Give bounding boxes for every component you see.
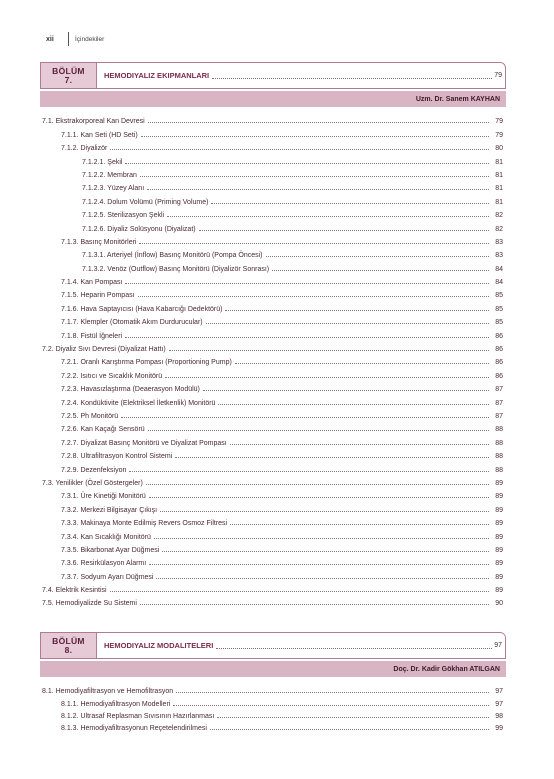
toc-entry-page: 88 bbox=[495, 453, 503, 461]
toc-entry-page: 89 bbox=[495, 533, 503, 541]
toc-entry-title: 8.1.1. Hemodiyafiltrasyon Modelleri bbox=[61, 700, 171, 708]
toc-entry[interactable] bbox=[42, 393, 503, 406]
toc-entry-page: 89 bbox=[495, 520, 503, 528]
toc-entry-title: 7.2.1. Oranlı Karıştırma Pompası (Proportioning Pump) bbox=[61, 359, 232, 367]
toc-entry-title: 7.2.5. Ph Monitörü bbox=[61, 412, 119, 420]
chapter-8-banner bbox=[40, 632, 506, 677]
dot-leader bbox=[212, 78, 492, 79]
chapter-page: 97 bbox=[494, 642, 502, 649]
dot-leader bbox=[175, 457, 489, 458]
toc-entry-page: 97 bbox=[495, 700, 503, 708]
dot-leader bbox=[160, 511, 489, 512]
dot-leader bbox=[167, 216, 489, 217]
dot-leader bbox=[121, 417, 489, 418]
toc-entry[interactable] bbox=[42, 554, 503, 567]
toc-entry-page: 85 bbox=[495, 292, 503, 300]
toc-entry[interactable] bbox=[42, 299, 503, 312]
toc-entry[interactable] bbox=[42, 139, 503, 152]
toc-entry[interactable] bbox=[42, 340, 503, 353]
toc-entry-title: 7.1.2.3. Yüzey Alanı bbox=[82, 185, 145, 193]
chapter-7-toc bbox=[42, 112, 503, 607]
toc-entry-page: 81 bbox=[495, 171, 503, 179]
dot-leader bbox=[146, 484, 489, 485]
dot-leader bbox=[216, 648, 492, 649]
toc-entry-title: 7.2.8. Ultrafiltrasyon Kontrol Sistemi bbox=[61, 453, 173, 461]
toc-entry[interactable] bbox=[42, 166, 503, 179]
toc-entry-title: 7.3.5. Bikarbonat Ayar Düğmesi bbox=[61, 546, 160, 554]
toc-entry-title: 7.3.4. Kan Sıcaklığı Monitörü bbox=[61, 533, 151, 541]
page-number: xii bbox=[46, 35, 54, 43]
toc-entry-title: 7.2.3. Havasızlaştırma (Deaerasyon Modülü) bbox=[61, 386, 200, 394]
toc-entry-page: 89 bbox=[495, 506, 503, 514]
toc-entry-page: 79 bbox=[495, 131, 503, 139]
toc-entry-page: 82 bbox=[495, 225, 503, 233]
dot-leader bbox=[125, 163, 489, 164]
toc-entry[interactable] bbox=[42, 380, 503, 393]
toc-entry-title: 8.1.3. Hemodiyafiltrasyonun Reçetelendirilmesi bbox=[61, 725, 207, 733]
toc-entry-title: 8.1.2. Ultrasaf Replasman Sıvısının Hazırlanması bbox=[61, 712, 215, 720]
dot-leader bbox=[154, 538, 489, 539]
dot-leader bbox=[140, 176, 489, 177]
toc-entry-page: 79 bbox=[495, 118, 503, 126]
chapter-number: 8. bbox=[64, 644, 73, 655]
dot-leader bbox=[138, 296, 489, 297]
toc-entry-page: 88 bbox=[495, 439, 503, 447]
toc-entry-page: 80 bbox=[495, 145, 503, 153]
toc-entry-page: 89 bbox=[495, 493, 503, 501]
toc-entry-title: 7.2. Diyaliz Sıvı Devresi (Diyalizat Hattı) bbox=[42, 346, 166, 354]
toc-entry-page: 87 bbox=[495, 399, 503, 407]
toc-entry-page: 86 bbox=[495, 372, 503, 380]
toc-entry-title: 7.5. Hemodiyalizde Su Sistemi bbox=[42, 600, 137, 608]
toc-entry-page: 89 bbox=[495, 560, 503, 568]
toc-entry-title: 7.1.3. Basınç Monitörleri bbox=[61, 238, 137, 246]
dot-leader bbox=[141, 136, 489, 137]
toc-entry-page: 86 bbox=[495, 332, 503, 340]
chapter-7-banner bbox=[40, 62, 506, 107]
toc-entry[interactable] bbox=[42, 112, 503, 125]
dot-leader bbox=[125, 337, 489, 338]
toc-entry-page: 86 bbox=[495, 346, 503, 354]
toc-entry[interactable] bbox=[42, 594, 503, 607]
chapter-author: Uzm. Dr. Sanem KAYHAN bbox=[40, 91, 506, 107]
toc-entry[interactable] bbox=[42, 273, 503, 286]
toc-entry-title: 7.1.5. Heparin Pompası bbox=[61, 292, 135, 300]
dot-leader bbox=[203, 390, 489, 391]
toc-entry-title: 7.4. Elektrik Kesintisi bbox=[42, 587, 107, 595]
toc-entry[interactable] bbox=[42, 326, 503, 339]
toc-entry-page: 81 bbox=[495, 158, 503, 166]
toc-entry-title: 7.1.3.1. Arteriyel (İnflow) Basınç Monitörü (Pompa Öncesi) bbox=[82, 252, 263, 260]
dot-leader bbox=[129, 471, 489, 472]
toc-entry-title: 7.1.2. Diyalizör bbox=[61, 145, 108, 153]
dot-leader bbox=[165, 377, 489, 378]
toc-entry-page: 84 bbox=[495, 265, 503, 273]
toc-entry-page: 89 bbox=[495, 479, 503, 487]
toc-entry-title: 7.1.2.5. Sterilizasyon Şekli bbox=[82, 212, 165, 220]
toc-entry[interactable] bbox=[42, 720, 503, 732]
chapter-8-toc bbox=[42, 683, 503, 732]
dot-leader bbox=[225, 310, 489, 311]
toc-entry[interactable] bbox=[42, 407, 503, 420]
dot-leader bbox=[110, 591, 489, 592]
chapter-number: 7. bbox=[64, 74, 73, 85]
toc-entry[interactable] bbox=[42, 286, 503, 299]
toc-entry-title: 7.1.2.4. Dolum Volümü (Priming Volume) bbox=[82, 198, 209, 206]
dot-leader bbox=[217, 717, 489, 718]
chapter-title-link[interactable] bbox=[97, 633, 505, 658]
toc-entry-title: 7.3.3. Makinaya Monte Edilmiş Revers Osmoz Filtresi bbox=[61, 520, 228, 528]
toc-entry[interactable] bbox=[42, 695, 503, 707]
dot-leader bbox=[235, 363, 489, 364]
toc-entry[interactable] bbox=[42, 514, 503, 527]
dot-leader bbox=[162, 551, 489, 552]
toc-entry[interactable] bbox=[42, 179, 503, 192]
toc-entry[interactable] bbox=[42, 433, 503, 446]
toc-entry-page: 83 bbox=[495, 252, 503, 260]
toc-entry-page: 89 bbox=[495, 573, 503, 581]
toc-entry[interactable] bbox=[42, 233, 503, 246]
dot-leader bbox=[272, 270, 489, 271]
toc-entry-page: 88 bbox=[495, 426, 503, 434]
toc-entry[interactable] bbox=[42, 219, 503, 232]
toc-entry-page: 81 bbox=[495, 198, 503, 206]
toc-entry-title: 7.2.4. Kondüktivite (Elektriksel İletkenlik) Monitörü bbox=[61, 399, 216, 407]
toc-entry[interactable] bbox=[42, 192, 503, 205]
toc-entry-page: 82 bbox=[495, 212, 503, 220]
chapter-label bbox=[41, 63, 97, 88]
toc-entry[interactable] bbox=[42, 313, 503, 326]
toc-entry-title: 7.1.8. Fistül İğneleri bbox=[61, 332, 123, 340]
toc-entry-page: 98 bbox=[495, 712, 503, 720]
toc-entry[interactable] bbox=[42, 527, 503, 540]
toc-entry-title: 7.3.7. Sodyum Ayarı Düğmesi bbox=[61, 573, 154, 581]
toc-entry-page: 88 bbox=[495, 466, 503, 474]
toc-entry-page: 85 bbox=[495, 319, 503, 327]
toc-entry[interactable] bbox=[42, 500, 503, 513]
toc-entry[interactable] bbox=[42, 447, 503, 460]
chapter-page: 79 bbox=[494, 72, 502, 79]
toc-entry-title: 7.1. Ekstrakorporeal Kan Devresi bbox=[42, 118, 145, 126]
dot-leader bbox=[140, 604, 489, 605]
toc-entry[interactable] bbox=[42, 474, 503, 487]
toc-entry[interactable] bbox=[42, 460, 503, 473]
chapter-word: BÖLÜM bbox=[52, 635, 85, 646]
toc-entry-page: 87 bbox=[495, 386, 503, 394]
toc-entry-page: 90 bbox=[495, 600, 503, 608]
toc-entry-title: 7.1.3.2. Venöz (Outflow) Basınç Monitörü (Diyalizör Sonrası) bbox=[82, 265, 270, 273]
toc-entry-page: 81 bbox=[495, 185, 503, 193]
toc-entry[interactable] bbox=[42, 683, 503, 695]
toc-entry[interactable] bbox=[42, 581, 503, 594]
chapter-title: HEMODIYALIZ MODALITELERI bbox=[104, 641, 214, 650]
page-header bbox=[46, 32, 104, 46]
toc-entry-title: 8.1. Hemodiyafiltrasyon ve Hemofiltrasyon bbox=[42, 688, 174, 696]
dot-leader bbox=[218, 404, 489, 405]
toc-entry[interactable] bbox=[42, 246, 503, 259]
toc-entry[interactable] bbox=[42, 366, 503, 379]
dot-leader bbox=[125, 283, 489, 284]
toc-entry-page: 83 bbox=[495, 238, 503, 246]
dot-leader bbox=[230, 444, 489, 445]
toc-entry-page: 84 bbox=[495, 279, 503, 287]
running-header-title: İçindekiler bbox=[75, 35, 105, 43]
toc-entry-title: 7.3.2. Merkezi Bilgisayar Çıkışı bbox=[61, 506, 158, 514]
dot-leader bbox=[169, 350, 489, 351]
dot-leader bbox=[149, 497, 489, 498]
dot-leader bbox=[199, 230, 489, 231]
toc-entry-title: 7.1.6. Hava Saptayıcısı (Hava Kabarcığı Dedektörü) bbox=[61, 305, 223, 313]
toc-entry-title: 7.3. Yenilikler (Özel Göstergeler) bbox=[42, 479, 143, 487]
toc-entry-page: 97 bbox=[495, 688, 503, 696]
toc-entry-title: 7.1.4. Kan Pompası bbox=[61, 279, 123, 287]
toc-entry[interactable] bbox=[42, 152, 503, 165]
toc-entry-title: 7.1.7. Klempler (Otomatik Akım Durdurucular) bbox=[61, 319, 203, 327]
toc-entry[interactable] bbox=[42, 206, 503, 219]
toc-entry-page: 89 bbox=[495, 546, 503, 554]
toc-entry-title: 7.1.1. Kan Seti (HD Seti) bbox=[61, 131, 138, 139]
dot-leader bbox=[147, 189, 489, 190]
toc-entry-page: 86 bbox=[495, 359, 503, 367]
dot-leader bbox=[148, 122, 489, 123]
toc-entry-title: 7.2.9. Dezenfeksiyon bbox=[61, 466, 127, 474]
chapter-word: BÖLÜM bbox=[52, 65, 85, 76]
chapter-title: HEMODIYALIZ EKIPMANLARI bbox=[104, 71, 210, 80]
dot-leader bbox=[110, 149, 489, 150]
toc-entry-page: 89 bbox=[495, 587, 503, 595]
toc-entry-page: 85 bbox=[495, 305, 503, 313]
toc-entry[interactable] bbox=[42, 125, 503, 138]
toc-entry-page: 87 bbox=[495, 412, 503, 420]
toc-entry-title: 7.1.2.1. Şekil bbox=[82, 158, 123, 166]
dot-leader bbox=[211, 203, 489, 204]
toc-entry-title: 7.1.2.2. Membran bbox=[82, 171, 137, 179]
toc-entry[interactable] bbox=[42, 259, 503, 272]
dot-leader bbox=[210, 729, 489, 730]
dot-leader bbox=[149, 564, 489, 565]
dot-leader bbox=[148, 430, 489, 431]
dot-leader bbox=[230, 524, 489, 525]
toc-entry-title: 7.2.7. Diyalizat Basınç Monitörü ve Diyalizat Pompası bbox=[61, 439, 227, 447]
toc-entry-title: 7.2.2. Isıtıcı ve Sıcaklık Monitörü bbox=[61, 372, 163, 380]
toc-entry[interactable] bbox=[42, 567, 503, 580]
dot-leader bbox=[139, 243, 489, 244]
dot-leader bbox=[176, 692, 489, 693]
toc-entry-title: 7.3.6. Resirkülasyon Alarmı bbox=[61, 560, 147, 568]
toc-entry[interactable] bbox=[42, 541, 503, 554]
dot-leader bbox=[156, 578, 489, 579]
chapter-author: Doç. Dr. Kadir Gökhan ATILGAN bbox=[40, 661, 506, 677]
toc-entry-title: 7.3.1. Üre Kinetiği Monitörü bbox=[61, 493, 146, 501]
toc-entry[interactable] bbox=[42, 708, 503, 720]
chapter-label bbox=[41, 633, 97, 658]
toc-entry[interactable] bbox=[42, 420, 503, 433]
dot-leader bbox=[173, 705, 489, 706]
dot-leader bbox=[266, 256, 489, 257]
toc-entry-title: 7.2.6. Kan Kaçağı Sensörü bbox=[61, 426, 145, 434]
chapter-title-link[interactable] bbox=[97, 63, 505, 88]
dot-leader bbox=[206, 323, 489, 324]
toc-entry-title: 7.1.2.6. Diyaliz Solüsyonu (Diyalizat) bbox=[82, 225, 196, 233]
toc-entry[interactable] bbox=[42, 487, 503, 500]
toc-entry-page: 99 bbox=[495, 725, 503, 733]
header-divider bbox=[68, 32, 69, 46]
toc-entry[interactable] bbox=[42, 353, 503, 366]
